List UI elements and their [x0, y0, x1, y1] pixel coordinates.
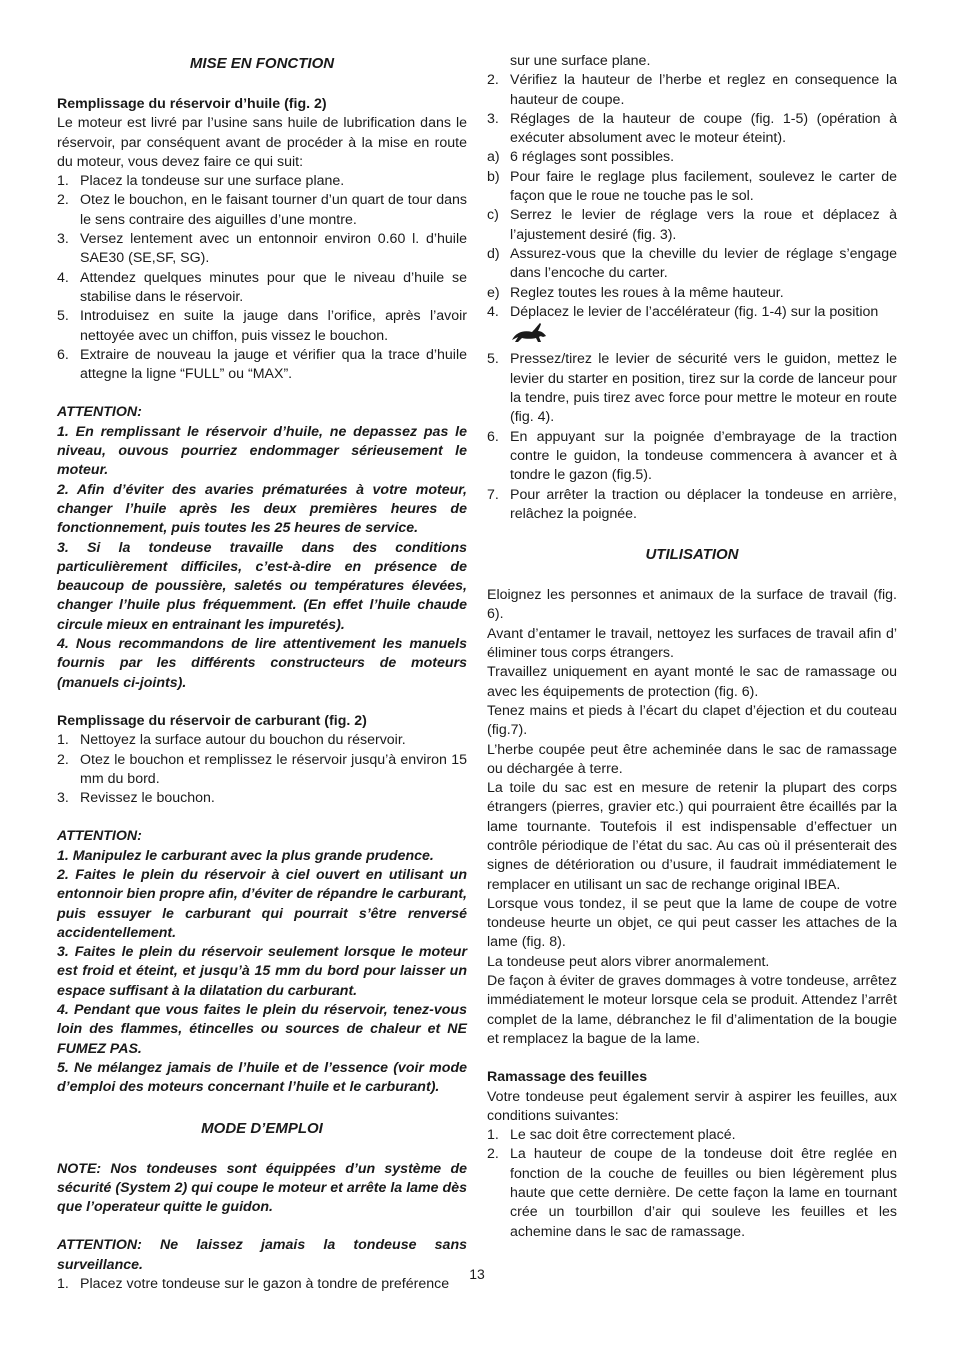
attention-item: 1. Manipulez le carburant avec la plus grande prudence.	[57, 847, 434, 864]
list-item: 1. Placez la tondeuse sur une surface plane.	[57, 173, 345, 190]
usage-paragraph: Eloignez les personnes et animaux de la surface de travail (fig. 6).	[487, 587, 897, 623]
oil-fill-title: Remplissage du réservoir d’huile (fig. 2)	[57, 96, 327, 112]
list-item: 3. Revissez le bouchon.	[57, 790, 215, 807]
list-item: 7. Pour arrêter la traction ou déplacer la tondeuse en arrière, relâchez la poignée.	[487, 486, 897, 522]
usage-paragraph: Lorsque vous tondez, il se peut que la lame de coupe de votre tondeuse heurte un objet, ce qui peut casser les attaches de la lame (fig. 8).	[487, 895, 897, 951]
attention-unattended: ATTENTION: Ne laissez jamais la tondeuse sans surveillance.	[57, 1237, 467, 1273]
usage-paragraph: L’herbe coupée peut être acheminée dans le sac de ramassage ou déchargée à terre.	[487, 741, 897, 777]
usage-paragraph: La toile du sac est en mesure de retenir la plupart des corps étrangers (pierres, gravier etc.) qui pourraient être écaillés par la lame tournante. Toutefois il est indispensable d’effectuer un contrôle périodique de l’état du sac. Au cas où il présenterait des signes de détérioration ou d’usure, il faudrait immédiatement le remplacer en utilisant un sac de rechange original IBEA.	[487, 780, 897, 893]
oil-fill-steps	[57, 172, 467, 384]
list-item: 2. Otez le bouchon et remplissez le réservoir jusqu’à environ 15 mm du bord.	[57, 751, 467, 787]
leaves-steps	[487, 1126, 897, 1242]
usage-paragraph: La tondeuse peut alors vibrer anormalement.	[487, 953, 770, 970]
usage-paragraph: Tenez mains et pieds à l’écart du clapet d’éjection et du couteau (fig.7).	[487, 702, 897, 739]
list-item: e) Reglez toutes les roues à la même hauteur.	[487, 284, 784, 301]
leaves-intro: Votre tondeuse peut également servir à aspirer les feuilles, aux conditions suivantes:	[487, 1088, 897, 1124]
list-item: 1. Nettoyez la surface autour du bouchon du réservoir.	[57, 732, 406, 749]
right-column	[487, 52, 897, 1242]
attention-item: 3. Si la tondeuse travaille dans des conditions particulièrement difficiles, c’est-à-dire en présence de beaucoup de poussière, saletés ou températures élevées, changer l’huile plus fréquemment. (En effet l’huile chaude circule mieux en entrainant les impuretés).	[57, 539, 467, 633]
fuel-fill-steps	[57, 731, 467, 808]
list-item: c) Serrez le levier de réglage vers la roue et déplacez à l’ajustement desiré (fig. 3).	[487, 207, 897, 243]
attention-item: 2. Faites le plein du réservoir à ciel ouvert en utilisant un entonnoir bien propre afin, d’éviter de répandre le carburant, puis essuyer le carburant qui pourrait s’être renversé accidentellement.	[57, 866, 467, 941]
page-number: 13	[469, 1266, 485, 1282]
list-item: 4. Déplacez le levier de l’accélérateur (fig. 1-4) sur la position	[487, 303, 897, 351]
list-item: 1. Placez votre tondeuse sur le gazon à tondre de preférence	[57, 1276, 450, 1293]
list-item: 2. Otez le bouchon, en le faisant tourner d’un quart de tour dans le sens contraire des aiguilles d’une montre.	[57, 192, 467, 228]
usage-paragraph: De façon à éviter de graves dommages à votre tondeuse, arrêtez immédiatement le moteur lorsque cela se produit. Attendez l’arrêt complet de la lame, débranchez le fil d’alimentation de la bougie et remplacez la bague de la lame.	[487, 973, 897, 1047]
fuel-fill-title: Remplissage du réservoir de carburant (fig. 2)	[57, 712, 367, 729]
mode-steps-continued	[487, 52, 897, 524]
left-column	[57, 52, 467, 1294]
list-item: 5. Pressez/tirez le levier de sécurité vers le guidon, mettez le levier du starter en position, tirez sur la corde de lanceur pour la tendre, puis tirez avec force pour mettre le moteur en route (fig. 4).	[487, 351, 897, 426]
attention-item: 5. Ne mélangez jamais de l’huile et de l’essence (voir mode d’emploi des moteurs concernant l’huile et le carburant).	[57, 1059, 467, 1096]
list-item: 2. La hauteur de coupe de la tondeuse doit être reglée en fonction de la couche de feuilles ou bien légèrement plus haute que cette dernière. De cette façon la lame en tournant crée un tourbillon d’air qui souleve les feuilles et les achemine dans le sac de ramassage.	[487, 1146, 897, 1240]
list-item: 3. Versez lentement avec un entonnoir environ 0.60 l. d’huile SAE30 (SE,SF, SG).	[57, 231, 467, 267]
attention-item: 4. Nous recommandons de lire attentivement les manuels fournis par les différents constructeurs de moteurs (manuels ci-joints).	[57, 636, 467, 691]
list-item: d) Assurez-vous que la cheville du levier de réglage s’engage dans l’encoche du carter.	[487, 245, 897, 282]
attention-title: ATTENTION:	[57, 404, 142, 421]
leaves-title: Ramassage des feuilles	[487, 1069, 648, 1086]
list-item: a) 6 réglages sont possibles.	[487, 149, 675, 166]
attention-item: 2. Afin d’éviter des avaries prématurées à votre moteur, changer l’huile après les deux premières heures de fonctionnement, puis toutes les 25 heures de service.	[57, 481, 467, 537]
list-item: 1. Le sac doit être correctement placé.	[487, 1127, 736, 1144]
attention-item: 1. En remplissant le réservoir d’huile, ne depassez pas le niveau, ouvous pourriez endommager sérieusement le moteur.	[57, 423, 467, 479]
list-item: 2. Vérifiez la hauteur de l’herbe et reglez en consequence la hauteur de coupe.	[487, 72, 897, 108]
attention-item: 4. Pendant que vous faites le plein du réservoir, tenez-vous loin des flammes, étincelles ou sources de chaleur et NE FUMEZ PAS.	[57, 1002, 467, 1057]
attention-title: ATTENTION:	[57, 828, 142, 845]
section-heading-mode-emploi: MODE D’EMPLOI	[201, 1119, 323, 1137]
list-item: 5. Introduisez en suite la jauge dans l’orifice, après l’avoir nettoyée avec un chiffon, puis vissez le bouchon.	[57, 308, 467, 344]
attention-item: 3. Faites le plein du réservoir seulement lorsque le moteur est froid et éteint, et jusqu’à 15 mm du bord pour laisser un espace suffisant à la dilatation du carburant.	[57, 944, 467, 999]
section-heading-utilisation: UTILISATION	[645, 546, 739, 564]
usage-paragraph: Travaillez uniquement en ayant monté le sac de ramassage ou avec les équipements de protection (fig. 6).	[487, 664, 897, 700]
oil-fill-intro: Le moteur est livré par l’usine sans huile de lubrification dans le réservoir, par conséquent avant de procéder à la mise en route du moteur, vous devez faire ce qui suit:	[57, 115, 467, 170]
list-item: 4. Attendez quelques minutes pour que le niveau d’huile se stabilise dans le réservoir.	[57, 269, 467, 305]
list-item: 6. Extraire de nouveau la jauge et vérifier qua la trace d’huile attegne la ligne “FULL” ou “MAX”.	[57, 346, 467, 383]
list-item-continuation: sur une surface plane.	[510, 53, 651, 69]
safety-note: NOTE: Nos tondeuses sont équippées d’un système de sécurité (System 2) qui coupe le moteur et arrête la lame dès que l’operateur quitte le guidon.	[57, 1160, 467, 1216]
usage-paragraph: Avant d’entamer le travail, nettoyez les surfaces de travail afin d’ éliminer tous corps étrangers.	[487, 625, 897, 662]
list-item: 6. En appuyant sur la poignée d’embrayage de la traction contre le guidon, la tondeuse commencera à avancer et à tondre le gazon (fig.5).	[487, 428, 897, 484]
list-item: 3. Réglages de la hauteur de coupe (fig. 1-5) (opération à exécuter absolument avec le moteur éteint).	[487, 110, 897, 147]
section-heading-mise-en-fonction: MISE EN FONCTION	[189, 55, 335, 72]
hare-icon	[510, 322, 548, 350]
list-item: b) Pour faire le reglage plus facilement, soulevez le carter de façon que le roue ne touche pas le sol.	[487, 168, 897, 205]
